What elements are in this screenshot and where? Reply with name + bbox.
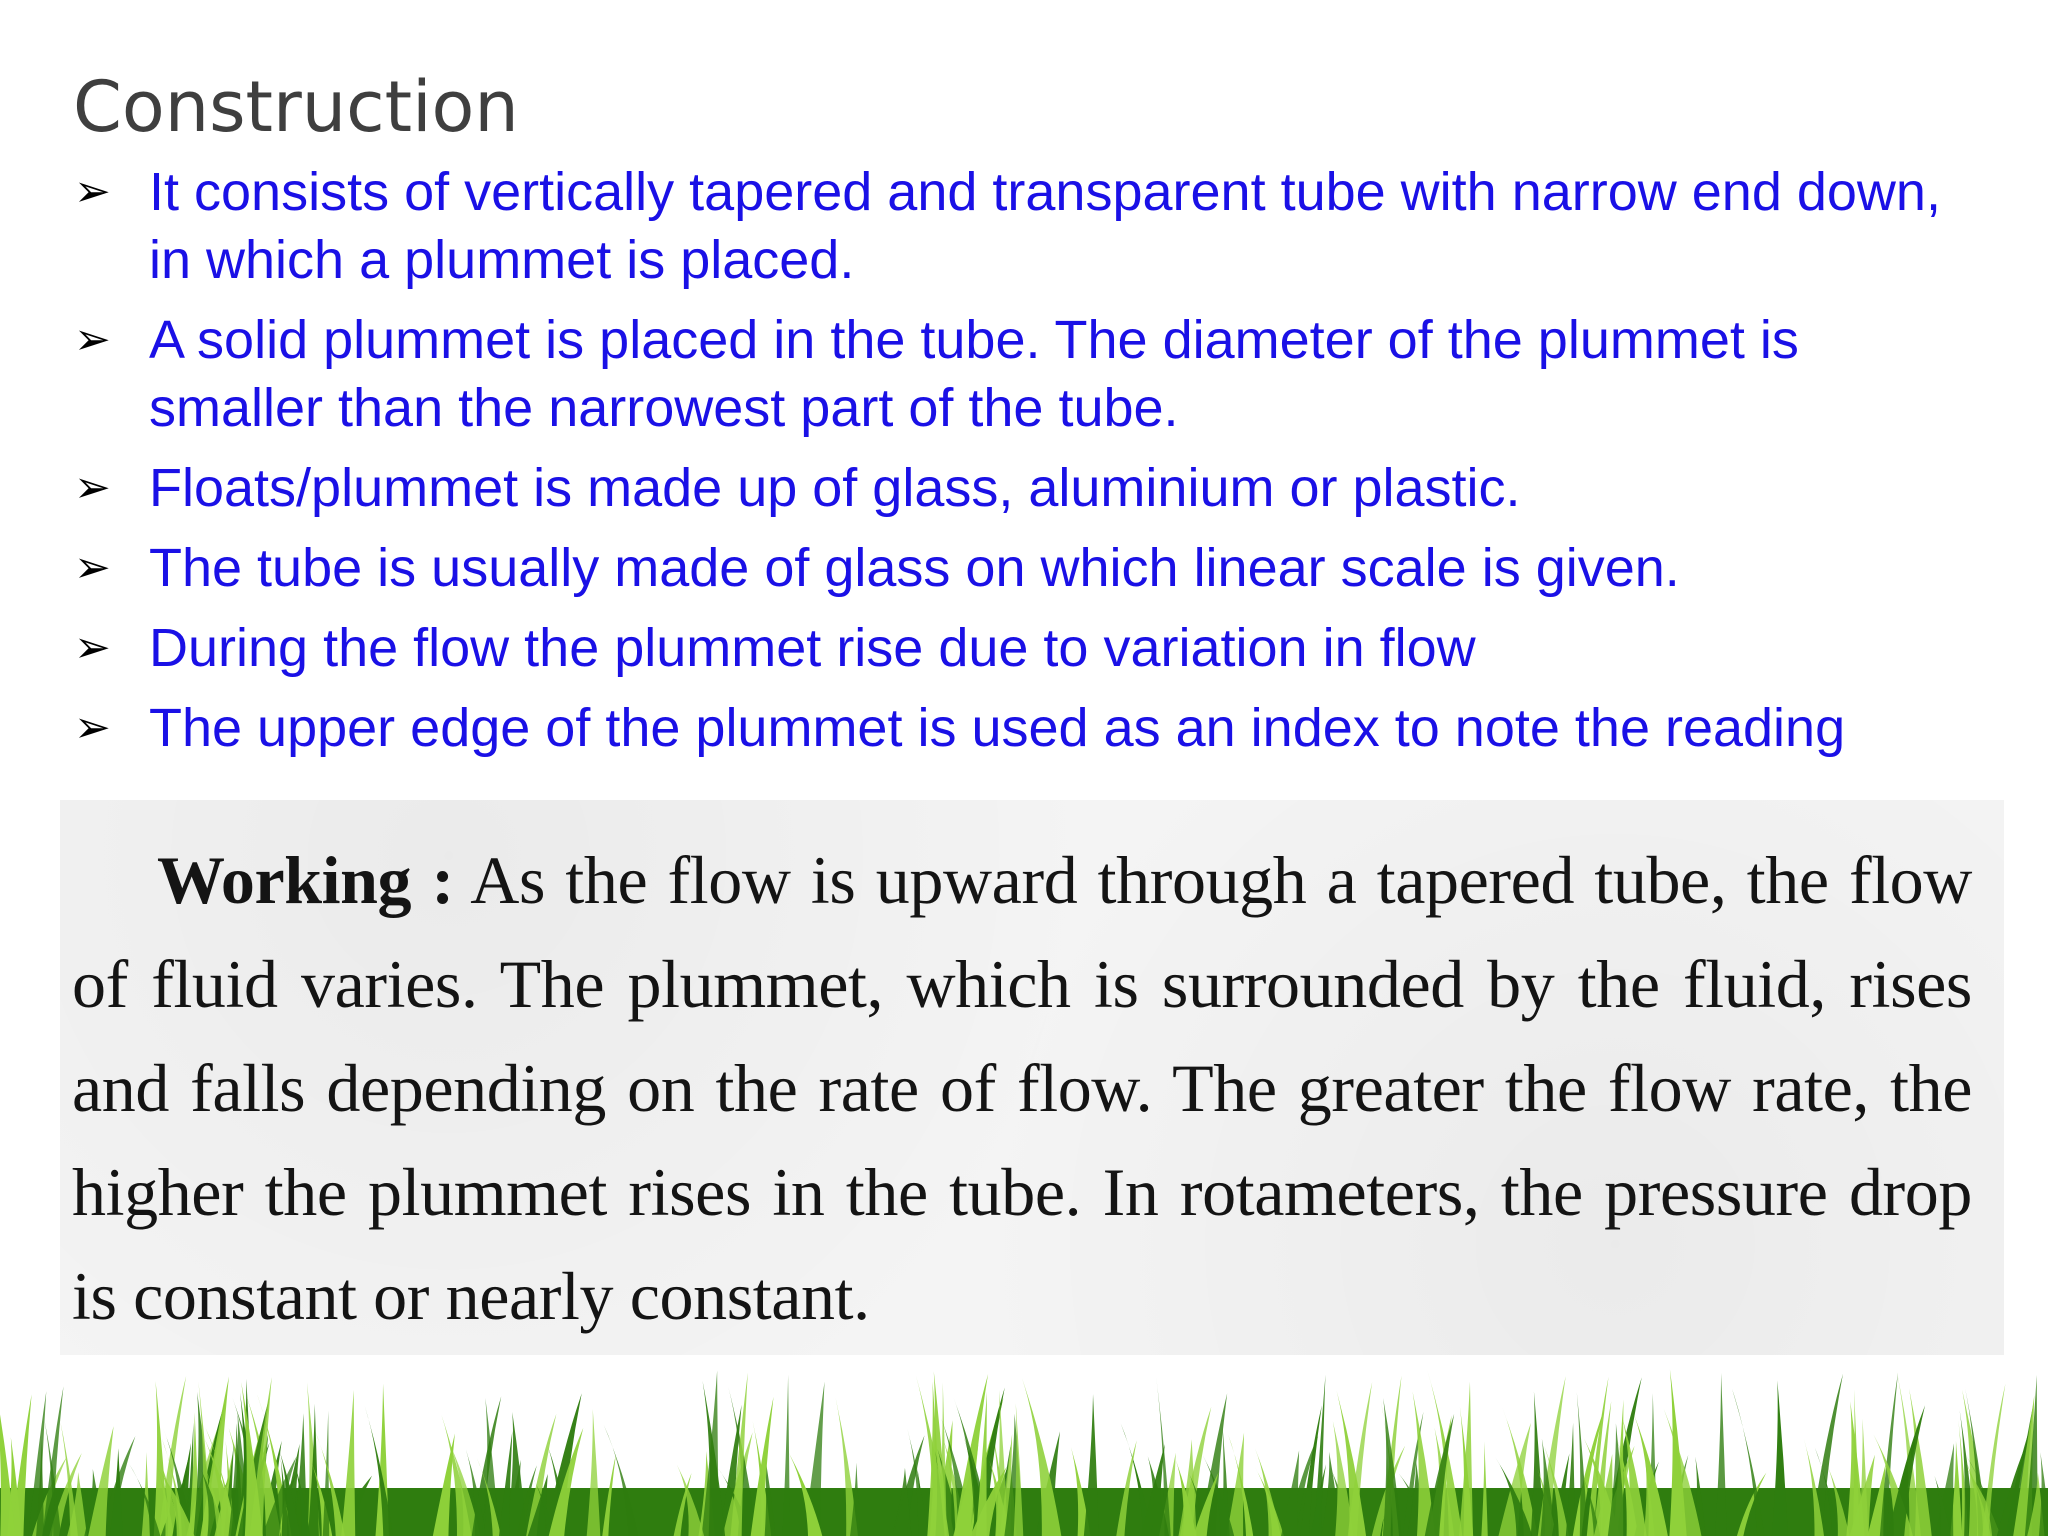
arrow-bullet-icon: ➢ xyxy=(74,462,111,513)
bullet-text: Floats/plummet is made up of glass, aluminium or plastic. xyxy=(149,458,1521,518)
list-item xyxy=(74,158,1974,294)
bullet-text: The upper edge of the plummet is used as an index to note the reading xyxy=(149,698,1846,758)
arrow-bullet-icon: ➢ xyxy=(74,622,111,673)
list-item xyxy=(74,614,1974,682)
list-item xyxy=(74,306,1974,442)
grass-decoration xyxy=(0,1368,2048,1536)
bullet-text: The tube is usually made of glass on which linear scale is given. xyxy=(149,538,1680,598)
bullet-text: It consists of vertically tapered and transparent tube with narrow end down, in which a plummet is placed. xyxy=(149,162,1941,290)
list-item xyxy=(74,534,1974,602)
working-heading: Working : xyxy=(157,842,454,918)
slide-title: Construction xyxy=(73,66,519,148)
scanned-text-image xyxy=(60,800,2004,1355)
working-paragraph xyxy=(72,828,1972,1348)
arrow-bullet-icon: ➢ xyxy=(74,314,111,365)
list-item xyxy=(74,454,1974,522)
bullet-text: A solid plummet is placed in the tube. The diameter of the plummet is smaller than the narrowest part of the tube. xyxy=(149,310,1799,438)
working-body: As the flow is upward through a tapered tube, the flow of fluid varies. The plummet, which is surrounded by the fluid, rises and falls depending on the rate of flow. The greater the flow rate, the higher the plummet rises in the tube. In rotameters, the pressure drop is constant or nearly constant. xyxy=(72,842,1972,1334)
arrow-bullet-icon: ➢ xyxy=(74,702,111,753)
bullet-text: During the flow the plummet rise due to variation in flow xyxy=(149,618,1476,678)
arrow-bullet-icon: ➢ xyxy=(74,166,111,217)
bullet-list xyxy=(74,158,1974,774)
arrow-bullet-icon: ➢ xyxy=(74,542,111,593)
list-item xyxy=(74,694,1974,762)
